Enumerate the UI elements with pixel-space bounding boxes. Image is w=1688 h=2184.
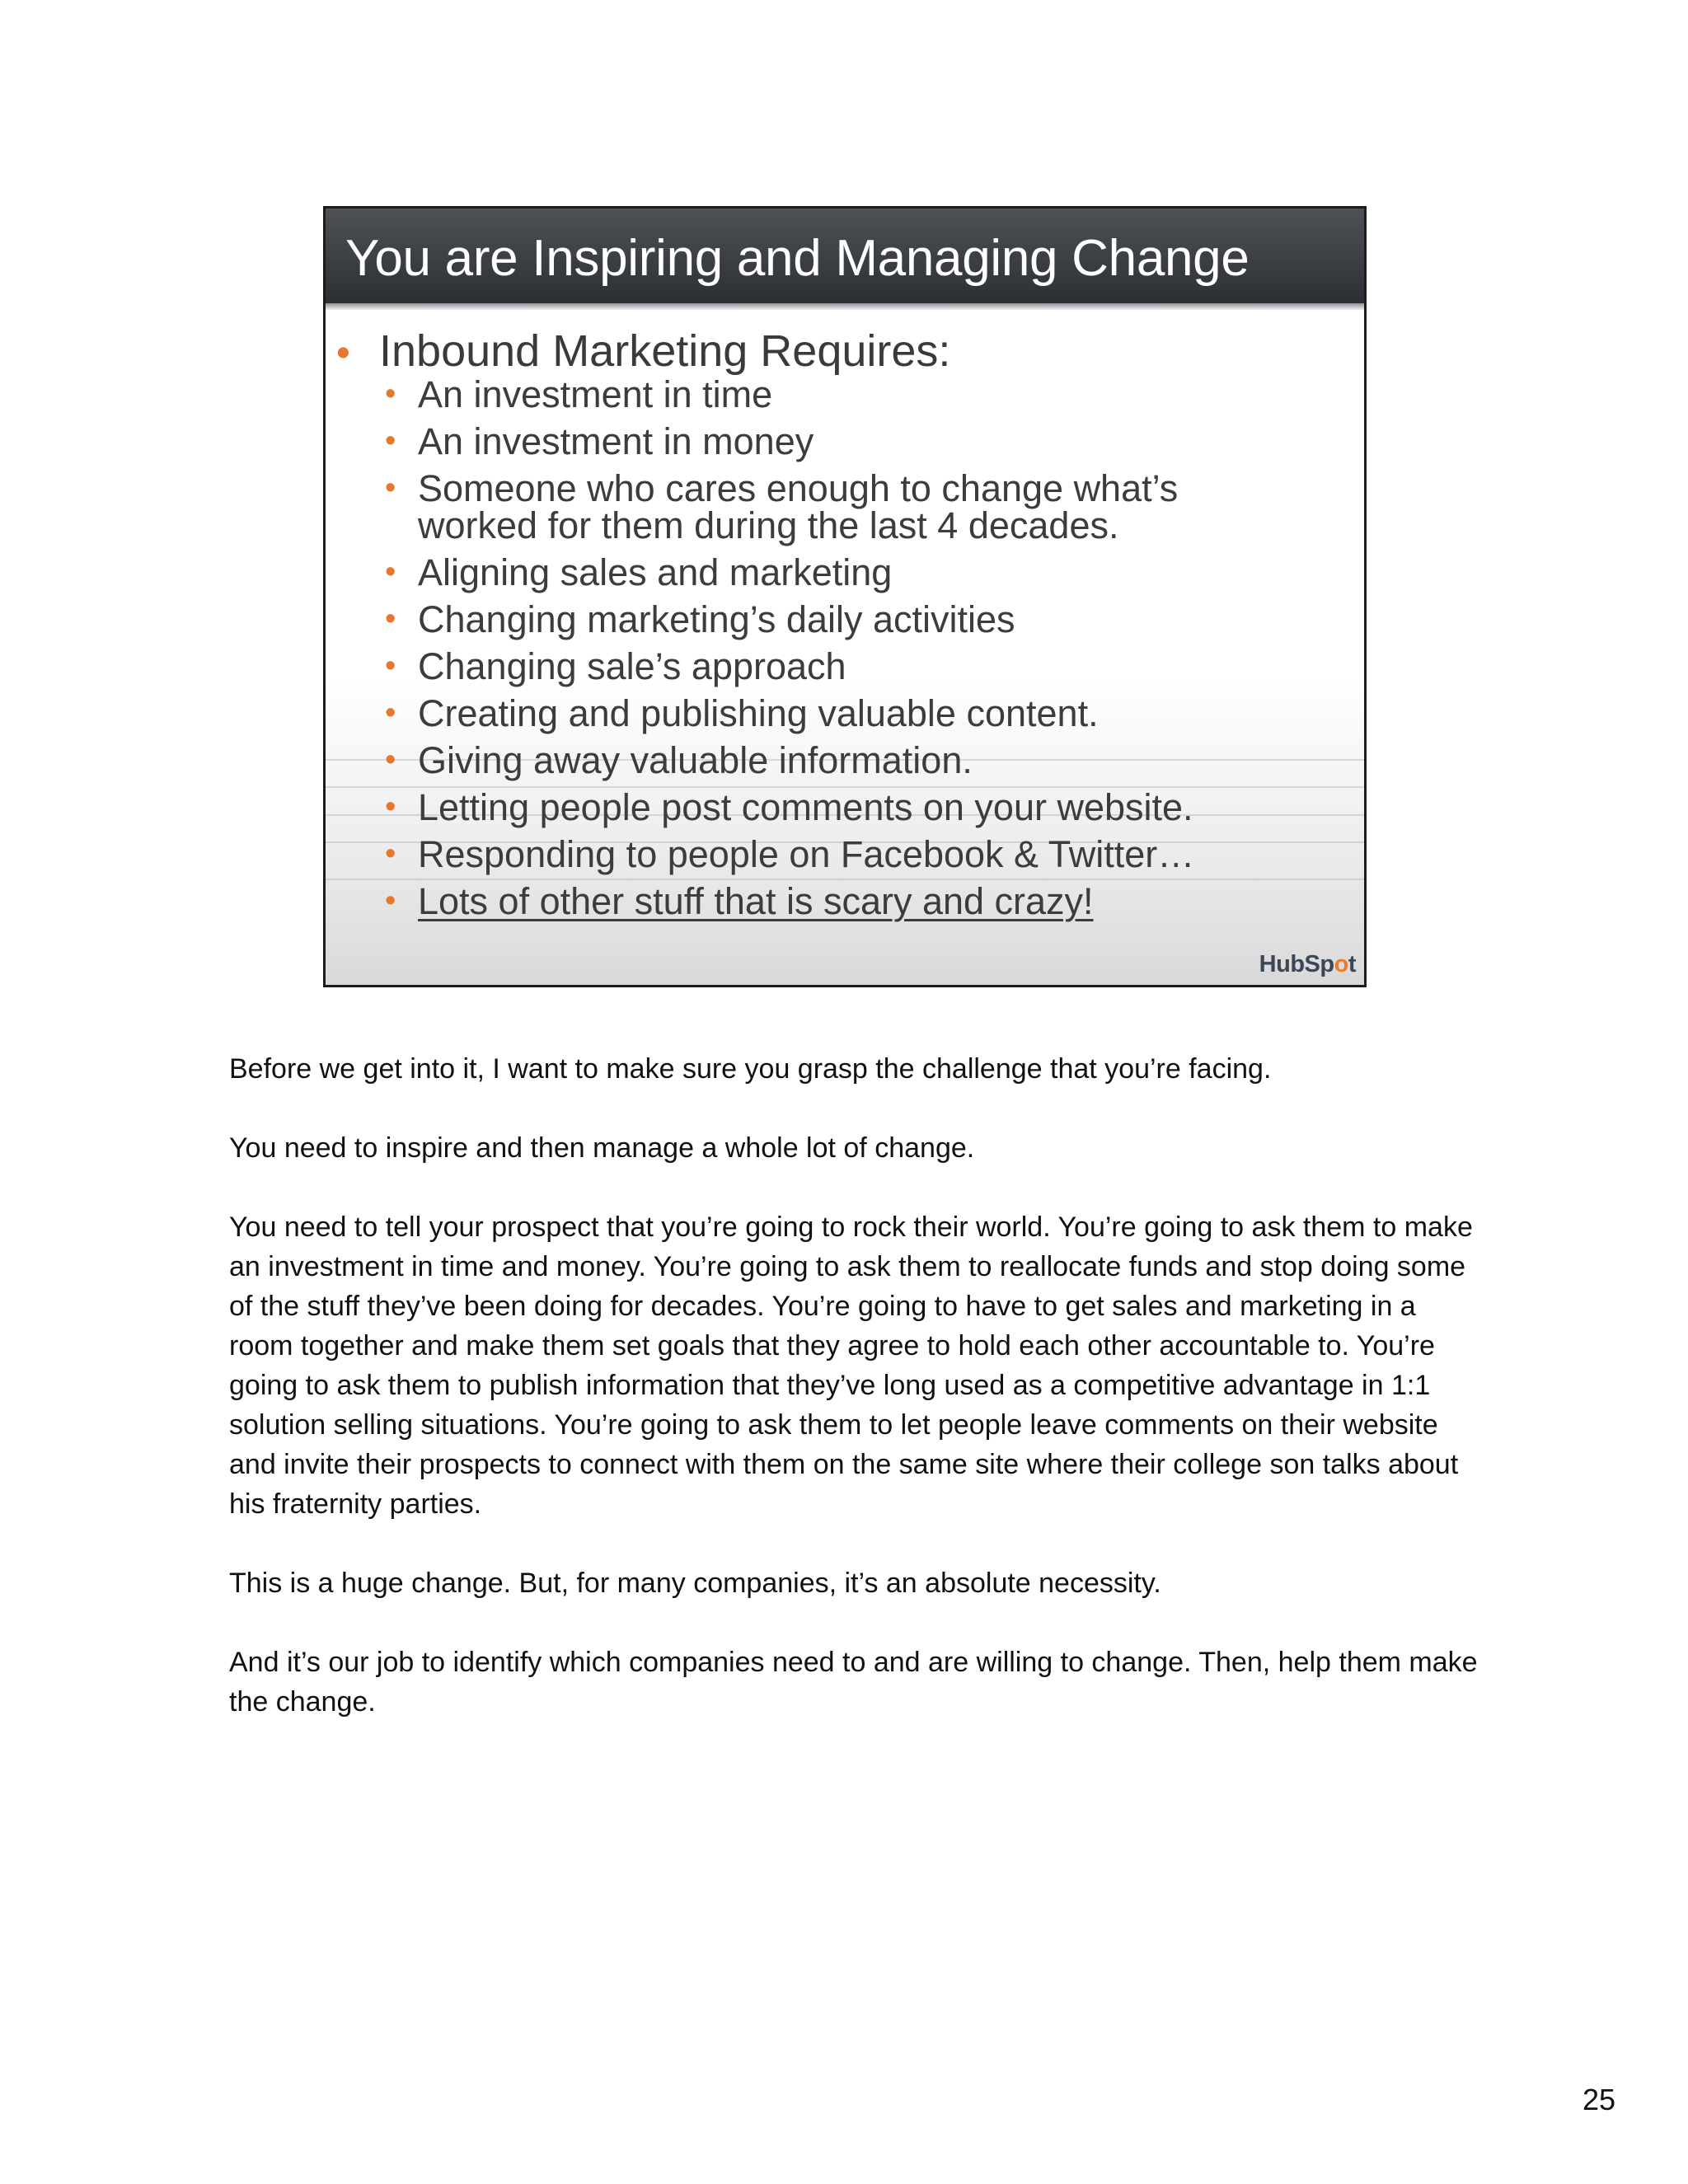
logo-text-part: HubSp (1259, 951, 1334, 977)
page-number: 25 (1582, 2083, 1615, 2116)
bullet-icon: • (385, 602, 396, 636)
bullet-icon: • (385, 790, 396, 824)
list-item-text: An investment in money (418, 420, 814, 462)
bullet-heading-text: Inbound Marketing Requires: (379, 326, 951, 376)
slide-title: You are Inspiring and Managing Change (345, 230, 1250, 287)
list-item-text: Responding to people on Facebook & Twitter… (418, 833, 1195, 875)
list-item (385, 692, 1194, 734)
notes-paragraph: And it’s our job to identify which companies need to and are willing to change. Then, help them make the change. (229, 1647, 1478, 1718)
requirements-list (385, 373, 1195, 930)
list-item-text: Creating and publishing valuable content. (418, 692, 1099, 734)
list-item-text: Someone who cares enough to change what’s (418, 467, 1179, 509)
speaker-notes (229, 1049, 1482, 1761)
list-item-text: Changing marketing’s daily activities (418, 598, 1015, 640)
list-item-text: Aligning sales and marketing (418, 551, 893, 593)
hubspot-logo (1259, 951, 1356, 978)
logo-sprocket-icon: o (1334, 951, 1348, 977)
list-item-text: Giving away valuable information. (418, 739, 973, 781)
slide-image (323, 206, 1367, 987)
list-item (385, 467, 1194, 546)
list-item (385, 420, 1194, 462)
bullet-icon: • (385, 471, 396, 505)
notes-paragraph: You need to inspire and then manage a whole lot of change. (229, 1132, 975, 1164)
bullet-icon: • (385, 649, 396, 683)
list-item (385, 833, 1195, 875)
bullet-icon: • (385, 424, 396, 458)
list-item-text: Changing sale’s approach (418, 645, 846, 687)
bullet-icon: • (385, 837, 396, 871)
list-item (385, 786, 1194, 828)
bullet-icon: • (385, 883, 396, 918)
list-item-text: Letting people post comments on your website. (418, 786, 1193, 828)
notes-paragraph: Before we get into it, I want to make sure you grasp the challenge that you’re facing. (229, 1053, 1272, 1085)
bullet-icon: • (385, 696, 396, 730)
bullet-icon: • (385, 555, 396, 589)
list-item (385, 739, 1194, 781)
bullet-icon: • (336, 331, 350, 375)
notes-paragraph: You need to tell your prospect that you’re going to rock their world. You’re going to ask them to make an investment in time and money. You’re going to ask them to reallocate funds and stop doing some of the stuff they’ve been doing for decades. You’re going to have to get sales and marketing in a room together and make them set goals that they agree to hold each other accountable to. You’re going to ask them to publish information that they’ve long used as a competitive advantage in 1:1 solution selling situations. You’re going to ask them to let people leave comments on their website and invite their prospects to connect with them on the same site where their college son talks about his fraternity parties. (229, 1212, 1473, 1520)
bullet-icon: • (385, 377, 396, 411)
logo-text-part: t (1348, 951, 1356, 977)
notes-paragraph: This is a huge change. But, for many companies, it’s an absolute necessity. (229, 1568, 1161, 1599)
list-item (385, 598, 1194, 640)
header-divider (326, 303, 1364, 310)
list-item-text: An investment in time (418, 373, 773, 415)
list-item-text: Lots of other stuff that is scary and crazy! (418, 880, 1094, 922)
list-item (385, 645, 1194, 687)
bullet-heading (336, 326, 950, 377)
list-item-text-continued: worked for them during the last 4 decades. (418, 504, 1119, 546)
list-item (385, 373, 1194, 415)
list-item (385, 880, 1194, 922)
bullet-icon: • (385, 743, 396, 777)
list-item (385, 551, 1194, 593)
